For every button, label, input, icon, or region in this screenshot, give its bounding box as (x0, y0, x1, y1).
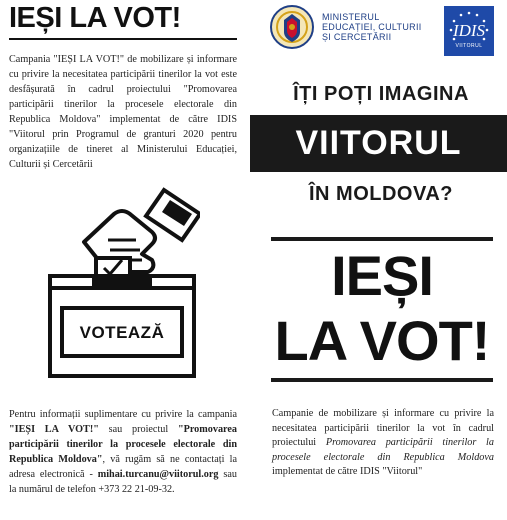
ministry-line: MINISTERUL (322, 12, 380, 22)
slogan-line-2: LA VOT! (274, 309, 490, 372)
contact-text-2: sau proiectul (98, 424, 178, 435)
contact-text-4: sau la numărul de telefon +373 22 21-09-32. (9, 469, 237, 495)
description-text-2: implementat de către IDIS "Viitorul" (272, 466, 423, 477)
idis-logo-subtext: VIITORUL (455, 43, 483, 49)
idis-logo-text: IDIS (452, 21, 486, 40)
contact-text-3: , vă rugăm să ne contactați la adresa electronică - (9, 454, 237, 480)
headline-highlight: VIITORUL (295, 124, 462, 162)
contact-project-name: "Promovarea participării tinerilor la procesele electorale din Republica Moldova" (9, 424, 237, 465)
title-divider (9, 38, 237, 40)
description-text-1: Campanie de mobilizare și informare cu privire la necesitatea participării tinerilor la vot în cadrul proiectului (272, 408, 494, 448)
hand-with-ballot-icon (84, 190, 200, 278)
ministry-name (322, 12, 422, 42)
campaign-title: IEȘI LA VOT! (9, 2, 181, 34)
contact-campaign-name: "IEȘI LA VOT!" (9, 424, 99, 435)
idis-viitorul-logo (444, 6, 494, 56)
campaign-description (272, 407, 494, 480)
ballot-label: VOTEAZĂ (79, 323, 165, 342)
divider-bottom (271, 378, 493, 382)
description-project-name: Promovarea participării tinerilor la procesele electorale din Republica Moldova (272, 437, 494, 463)
ministry-line: ȘI CERCETĂRII (322, 32, 392, 42)
headline-question-end: ÎN MOLDOVA? (308, 183, 453, 205)
moldova-coat-of-arms-icon (270, 4, 314, 50)
contact-text-1: Pentru informații suplimentare cu privire la campania (9, 409, 237, 420)
divider-top (271, 237, 493, 241)
ministry-line: EDUCAȚIEI, CULTURII (322, 22, 422, 32)
ballot-box-illustration (44, 180, 200, 380)
slogan-line-1: IEȘI (331, 244, 433, 307)
contact-email-link[interactable]: mihai.turcanu@viitorul.org (97, 469, 219, 480)
contact-info-text (9, 407, 237, 497)
campaign-intro-text: Campania "IEȘI LA VOT!" de mobilizare și informare cu privire la necesitatea participării tinerilor la vot este desfășurată în cadrul proiectului "Promovarea participării tinerilor la procesele electorale din Republica Moldova" implementat de către IDIS "Viitorul prin Programul de granturi 2020 pentru organizațiile de tineret al Ministerului Educației, Culturii și Cercetării (9, 54, 237, 170)
headline-question-start: ÎȚI POȚI IMAGINA (293, 83, 469, 105)
